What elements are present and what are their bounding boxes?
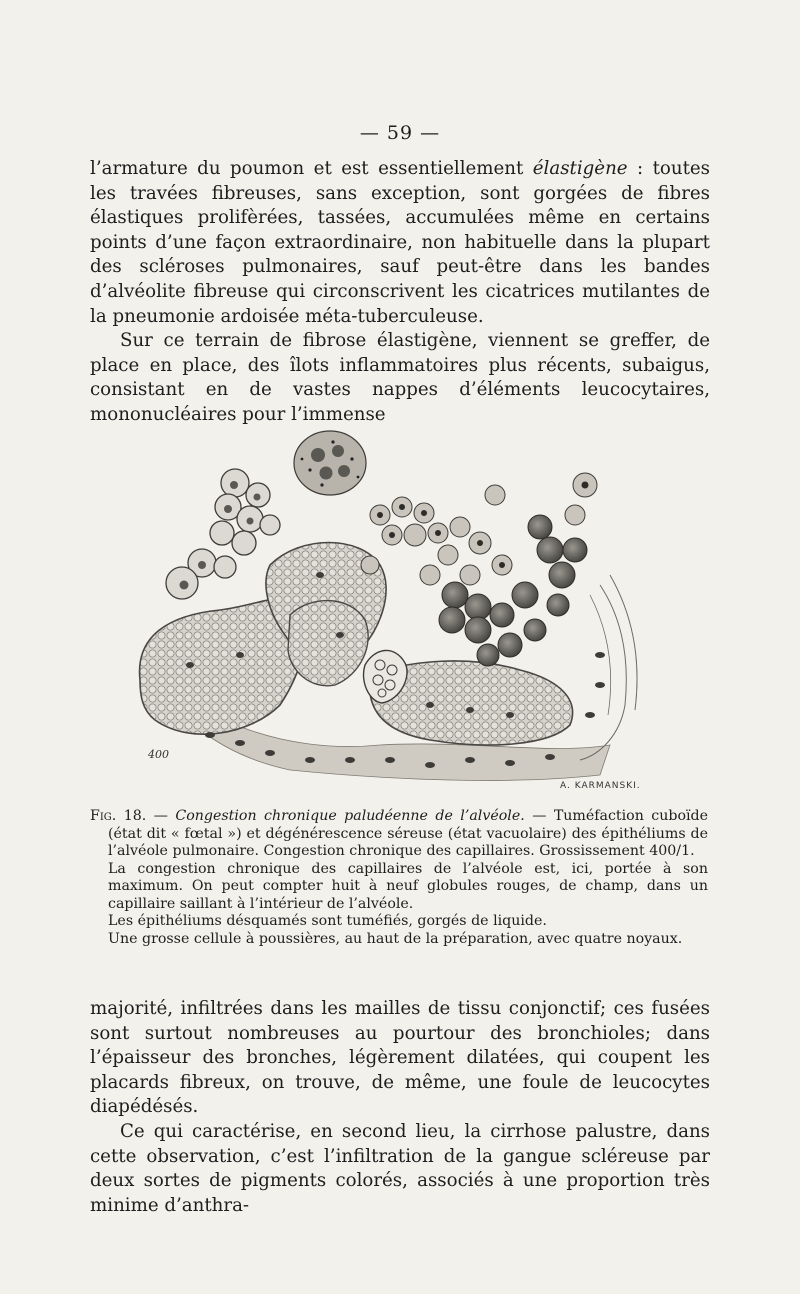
figure-number: Fig. 18. —	[90, 808, 168, 824]
caption-paragraph: La congestion chronique des capillaires de l’alvéole est, ici, portée à son maximum. On peut compter huit à neuf globules rouges, de champ, dans un capillaire saillant à l’intérieur de l’alvéole.	[108, 860, 708, 912]
desquamated-cells	[166, 469, 280, 599]
alveolus-mid	[288, 601, 368, 686]
histology-drawing	[130, 415, 670, 800]
caption-paragraph: Une grosse cellule à poussières, au haut de la préparation, avec quatre noyaux.	[108, 930, 683, 947]
text-run: : toutes les travées fibreuses, sans exception, sont gorgées de fibres élastiques prolifèrées, tassées, accumulées même en certains points d’une façon extraordinaire, non habituelle dans la plupart des scléroses pulmonaires, sauf peut-être dans les bandes d’alvéolite fibreuse qui circonscrivent les cicatrices mutilantes de la pneumonie ardoisée méta-tuberculeuse.	[90, 158, 710, 327]
caption-text: — Tuméfaction cuboïde (état dit « fœtal ») et dégénérescence séreuse (état vacuolaire) des épithéliums de l’alvéole pulmonaire. Congestion chronique des capillaires. Grossissement 400/1.	[108, 808, 709, 859]
page-number: — 59 —	[359, 122, 441, 144]
body-text-top	[90, 157, 710, 428]
emphasis-term: élastigène	[532, 158, 628, 179]
leucocyte-cluster	[361, 473, 597, 666]
text-run: l’armature du poumon et est essentiellement	[90, 158, 533, 179]
artist-signature: A. KARMANSKI.	[560, 781, 641, 791]
paragraph	[90, 157, 710, 329]
caption-paragraph	[90, 808, 708, 861]
magnification-label: 400	[148, 748, 169, 761]
figure-caption	[90, 808, 708, 948]
paragraph: Sur ce terrain de fibrose élastigène, viennent se greffer, de place en place, des îlots inflammatoires plus récents, subaigus, consistant en de vastes nappes d’éléments leucocytaires, mononucléaires pour l’immense	[90, 330, 710, 425]
figure-title: Congestion chronique paludéenne de l’alvéole.	[175, 808, 525, 824]
histology-figure	[130, 415, 670, 800]
paragraph: Ce qui caractérise, en second lieu, la cirrhose palustre, dans cette observation, c’est l’infiltration de la gangue scléreuse par deux sortes de pigments colorés, associés à une proportion très minime d’anthra-	[90, 1120, 710, 1216]
paragraph: majorité, infiltrées dans les mailles de tissu conjonctif; ces fusées sont surtout nombreuses au pourtour des bronchioles; dans l’épaisseur des bronches, légèrement dilatées, qui coupent les placards fibreux, on trouve, de même, une foule de leucocytes diapédésés.	[90, 998, 710, 1118]
body-text-bottom	[90, 997, 710, 1218]
dust-cell	[294, 431, 366, 495]
caption-paragraph: Les épithéliums désquamés sont tuméfiés, gorgés de liquide.	[108, 913, 547, 929]
